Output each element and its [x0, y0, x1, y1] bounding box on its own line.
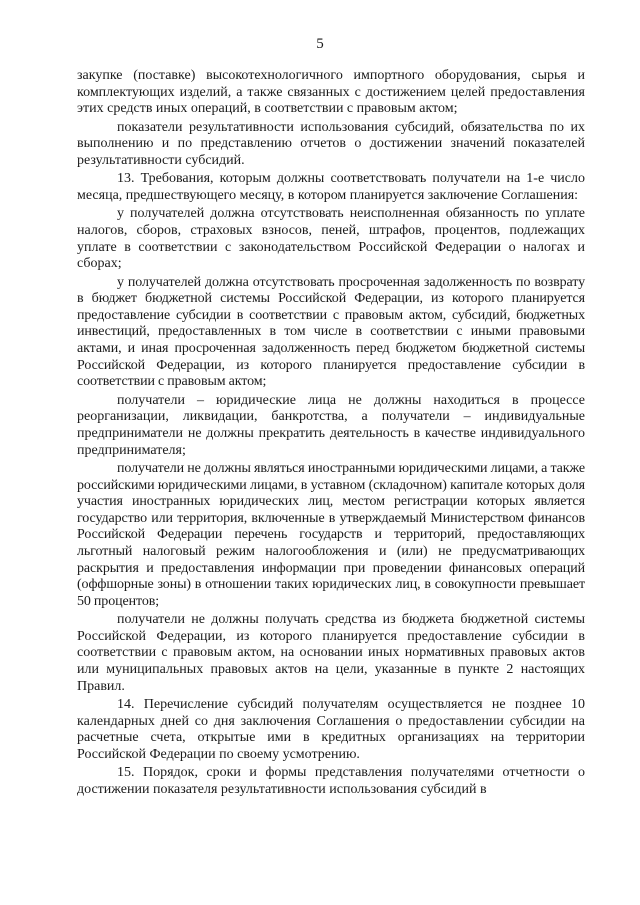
paragraph-section-15: 15. Порядок, сроки и формы представления получателями отчетности о достижении показателя результативности использования субсидий в [77, 765, 585, 797]
paragraph-overdue-debt: у получателей должна отсутствовать просроченная задолженность по возврату в бюджет бюджетной системы Российской Федерации, из которого планируется предоставление субсидии в соответствии с правовым актом, субсидий, бюджетных инвестиций, предоставленных в том числе в соответствии с иными правовыми актами, и иная просроченная задолженность перед бюджетом бюджетной системы Российской Федерации, из которого планируется предоставление субсидии в соответствии с правовым актом; [77, 274, 585, 390]
paragraph-indicators: показатели результативности использования субсидий, обязательства по их выполнению и по представлению отчетов о достижении значений показателей результативности субсидий. [77, 119, 585, 168]
paragraph-tax-obligations: у получателей должна отсутствовать неисполненная обязанность по уплате налогов, сборов, страховых взносов, пеней, штрафов, процентов, подлежащих уплате в соответствии с законодательством Российской Федерации о налогах и сборах; [77, 206, 585, 272]
paragraph-section-14: 14. Перечисление субсидий получателям осуществляется не позднее 10 календарных дней со дня заключения Соглашения о предоставлении субсидии на расчетные счета, открытые ими в кредитных организациях на территории Российской Федерации по своему усмотрению. [77, 697, 585, 762]
paragraph-section-13: 13. Требования, которым должны соответствовать получатели на 1-е число месяца, предшествующего месяцу, в котором планируется заключение Соглашения: [77, 171, 585, 203]
paragraph-continued: закупке (поставке) высокотехнологичного импортного оборудования, сырья и комплектующих изделий, а также связанных с достижением целей предоставления этих средств иных операций, в соответствии с правовым актом; [77, 68, 585, 117]
paragraph-other-funds: получатели не должны получать средства из бюджета бюджетной системы Российской Федерации, из которого планируется предоставление субсидии в соответствии с правовым актом, на основании иных нормативных правовых актов или муниципальных правовых актов на цели, указанные в пункте 2 настоящих Правил. [77, 612, 585, 694]
document-body [77, 68, 585, 800]
paragraph-reorganization: получатели – юридические лица не должны находиться в процессе реорганизации, ликвидации, банкротства, а получатели – индивидуальные предприниматели не должны прекратить деятельность в качестве индивидуального предпринимателя; [77, 392, 585, 458]
paragraph-foreign-entities: получатели не должны являться иностранными юридическими лицами, а также российскими юридическими лицами, в уставном (складочном) капитале которых доля участия иностранных юридических лиц, местом регистрации которых является государство или территория, включенные в утверждаемый Министерством финансов Российской Федерации перечень государств и территорий, предоставляющих льготный налоговый режим налогообложения и (или) не предусматривающих раскрытия и предоставления информации при проведении финансовых операций (оффшорные зоны) в отношении таких юридических лиц, в совокупности превышает 50 процентов; [77, 461, 585, 609]
page-number: 5 [316, 36, 324, 52]
